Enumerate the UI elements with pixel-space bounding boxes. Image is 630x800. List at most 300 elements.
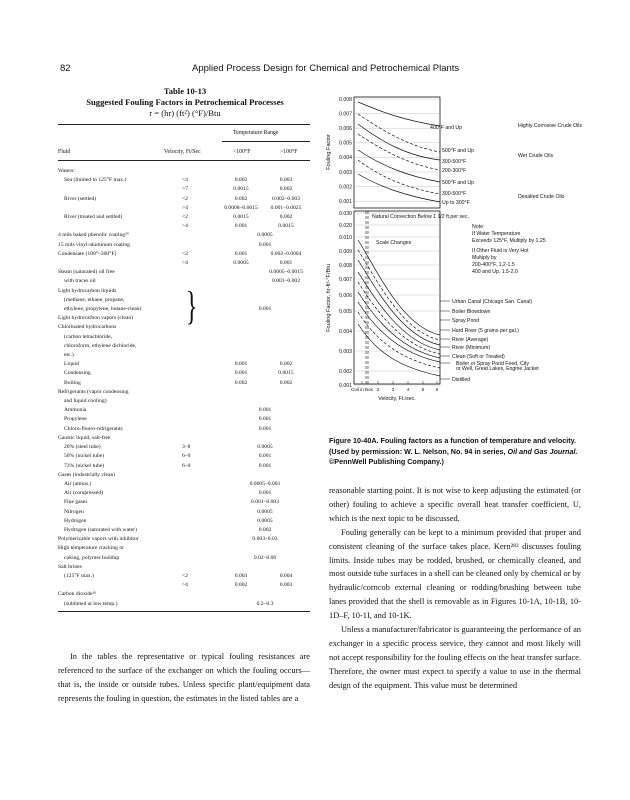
table-row — [58, 535, 310, 544]
cell-velocity — [182, 590, 220, 599]
table-row — [58, 296, 310, 305]
lower-y-tick-label: 0.007 — [339, 276, 352, 283]
upper-curve-label: 400°F and Up — [430, 125, 463, 131]
upper-y-tick-label: 0.003 — [339, 169, 352, 176]
lower-curve — [358, 292, 440, 358]
cell-low-temp: 0.0008–0.0015 — [224, 204, 258, 211]
cell-low-temp — [220, 314, 262, 323]
cell-high-temp — [262, 471, 310, 480]
cell-high-temp — [262, 287, 310, 296]
cell-fluid: Salt brines — [58, 563, 82, 570]
scale-changes-label: Scale Changes — [376, 240, 412, 246]
upper-curve — [358, 134, 440, 170]
table-bottom-rule — [58, 611, 310, 612]
cell-low-temp — [220, 268, 262, 277]
table-row — [58, 508, 310, 517]
cell-high-temp — [262, 388, 310, 397]
cell-fluid: Polymerizable vapors with inhibitor — [58, 536, 139, 543]
cell-high-temp: 0.002 — [279, 186, 293, 193]
table-row — [58, 213, 310, 222]
cell-fluid: (methane, ethane, propane, — [64, 296, 125, 303]
lower-curve — [358, 324, 440, 376]
cell-velocity: 6–0 — [182, 453, 191, 460]
upper-y-tick-label: 0.008 — [339, 96, 352, 103]
cell-both-temps: 0.0005 — [257, 232, 273, 239]
cell-both-temps: 0.001 — [258, 306, 272, 313]
cell-fluid: etc.) — [64, 352, 74, 359]
lower-y-axis-label: Fouling Factor, hr-ft²-°F/Btu — [326, 264, 332, 332]
lower-y-tick-label: 0.020 — [339, 222, 352, 229]
cell-low-temp: 0.0015 — [233, 214, 249, 221]
right-paragraph-3: Unless a manufacturer/fabricator is guaranteeing the performance of an exchanger in a specific process service, they cannot and most likely will not accept responsibility for the fouling effects on the heat transfer surface. Therefore, the owner must expect to specify a value to use in the thermal design of the equipment. This value must be determined — [329, 625, 581, 690]
cell-low-temp — [220, 167, 262, 176]
cell-velocity: >4 — [182, 582, 188, 589]
table-row — [58, 167, 310, 176]
group-label: Wet Crude Oils — [518, 153, 554, 159]
table-row — [58, 333, 310, 342]
upper-curve — [358, 124, 440, 160]
cell-low-temp — [220, 471, 262, 480]
lower-curve-label-cont: or Well, Great Lakes, Engine Jacket — [456, 366, 539, 372]
cell-fluid — [58, 204, 182, 213]
upper-y-tick-label: 0.002 — [339, 184, 352, 191]
cell-high-temp — [262, 544, 310, 553]
cell-high-temp — [262, 296, 310, 305]
cell-fluid: (125°F max.) — [64, 572, 94, 579]
group-label: Desalted Crude Oils — [518, 194, 565, 200]
cell-fluid: Hydrogen (saturated with water) — [64, 526, 137, 533]
cell-low-temp: 0.0005 — [233, 260, 249, 267]
note-line: Exceeds 125°F, Multiply by 1.25 — [472, 238, 546, 244]
cell-fluid: Chlorinated hydrocarbons — [58, 324, 117, 331]
lower-y-tick-label: 0.030 — [339, 210, 352, 217]
cell-fluid: Waters: — [58, 168, 75, 174]
table-row — [58, 231, 310, 240]
caption-main: Figure 10-40A. Fouling factors as a function of temperature and velocity. (Used by permission: W. L. Nelson, No. 94 in series, — [329, 436, 577, 456]
cell-fluid — [58, 185, 182, 194]
cell-velocity — [182, 268, 220, 277]
cell-fluid: Air (atmos.) — [64, 480, 92, 487]
upper-curve — [358, 160, 440, 194]
upper-curve — [358, 174, 440, 202]
cell-fluid: Boiling — [64, 379, 81, 386]
cell-velocity — [182, 241, 220, 250]
table-row — [58, 498, 310, 507]
table-title-block — [60, 86, 310, 119]
table-row — [58, 176, 310, 185]
cell-velocity — [182, 231, 220, 240]
cell-fluid: Gases (industrially clean) — [58, 471, 116, 478]
cell-both-temps: 0.001–0.003 — [251, 499, 279, 506]
table-row — [58, 397, 310, 406]
cell-both-temps: 0.0005–0.001 — [249, 480, 281, 487]
cell-velocity: <4 — [182, 177, 188, 184]
cell-high-temp: 0.002–0.0004 — [270, 250, 302, 257]
cell-both-temps: 0.001 — [258, 416, 272, 423]
lower-y-tick-label: 0.002 — [339, 368, 352, 375]
cell-fluid: Condensate (100°–300°F) — [58, 250, 117, 257]
table-row — [58, 563, 310, 572]
cell-high-temp — [262, 323, 310, 332]
cell-both-temps: 0.0005 — [257, 444, 273, 451]
table-row — [58, 590, 310, 599]
upper-curve — [358, 150, 440, 182]
cell-velocity — [182, 434, 220, 443]
table-row — [58, 554, 310, 563]
x-tick-label: Coil in Box — [351, 387, 373, 392]
table-row — [58, 360, 310, 369]
cell-high-temp: 0.0015 — [278, 223, 294, 230]
table-header-rule — [58, 160, 310, 161]
upper-y-tick-label: 0.006 — [339, 126, 352, 132]
cell-fluid — [58, 581, 182, 590]
cell-both-temps: 0.003–0.03 — [252, 536, 278, 543]
lower-curve — [358, 240, 440, 335]
cell-velocity — [182, 498, 220, 507]
cell-fluid: with traces oil — [64, 278, 96, 285]
cell-fluid: ethylene, propylene, butane-clean) — [64, 306, 142, 313]
cell-velocity — [182, 563, 220, 572]
cell-velocity: <2 — [182, 214, 188, 221]
lower-curve-label: Distilled — [452, 377, 471, 383]
cell-low-temp: 0.002 — [234, 177, 248, 184]
cell-velocity: <2 — [182, 195, 188, 202]
upper-curve-label: 300-500°F — [442, 159, 467, 165]
cell-fluid: 4 mils baked phenolic coating²⁹ — [58, 232, 129, 239]
cell-high-temp — [262, 563, 310, 572]
cell-fluid: Carbon dioxide²⁶ — [58, 591, 97, 598]
cell-fluid — [58, 222, 182, 231]
cell-velocity — [182, 360, 220, 369]
cell-both-temps: 0.001 — [258, 407, 272, 414]
lower-curve-label: Spray Pond — [452, 318, 480, 324]
table-row — [58, 443, 310, 452]
cell-high-temp: 0.001 — [279, 260, 293, 267]
cell-velocity: >4 — [182, 260, 188, 267]
cell-low-temp: 0.001 — [234, 370, 248, 377]
cell-low-temp — [220, 342, 262, 351]
cell-both-temps: 0.2–0.3 — [256, 600, 274, 607]
cell-fluid: River (treated and settled) — [64, 214, 123, 221]
cell-fluid: Flue gases — [64, 499, 88, 506]
cell-velocity — [182, 508, 220, 517]
cell-low-temp — [220, 563, 262, 572]
cell-low-temp: 0.002 — [234, 195, 248, 202]
table-row — [58, 526, 310, 535]
cell-fluid: High temperature cracking or — [58, 545, 125, 552]
cell-both-temps: 0.001 — [258, 490, 272, 497]
table-row — [58, 369, 310, 378]
hydrocarbon-brace: } — [185, 283, 198, 328]
cell-velocity — [182, 554, 220, 563]
cell-both-temps: 0.02–0.06 — [253, 554, 277, 561]
table-row — [58, 204, 310, 213]
note-line: 400 and Up, 1.5-2.0 — [472, 269, 518, 275]
table-row — [58, 259, 310, 268]
cell-velocity — [182, 369, 220, 378]
table-row — [58, 388, 310, 397]
cell-fluid: chloroform, ethylene dichloride, — [64, 342, 137, 349]
table-row — [58, 489, 310, 498]
lower-y-tick-label: 0.003 — [339, 348, 352, 355]
lower-curve-label: Clean (Soft or Treated) — [452, 354, 505, 360]
table-top-rule — [58, 124, 310, 125]
lower-y-tick-label: 0.004 — [339, 328, 352, 335]
page-number: 82 — [60, 63, 71, 74]
upper-y-tick-label: 0.001 — [339, 199, 352, 205]
natural-convection-label: Natural Convection Below 1 1/2 ft.per sec. — [372, 214, 469, 220]
cell-low-temp — [220, 397, 262, 406]
cell-velocity — [182, 480, 220, 489]
cell-low-temp: 0.001 — [234, 361, 248, 368]
cell-velocity: 6–0 — [182, 462, 191, 469]
table-row — [58, 287, 310, 296]
cell-fluid: Propylene — [64, 416, 87, 423]
cell-fluid: Ammonia — [64, 407, 87, 414]
cell-velocity — [182, 415, 220, 424]
cell-velocity — [182, 526, 220, 535]
cell-fluid: (carbon tetrachloride, — [64, 333, 113, 340]
x-tick-label: 4 — [406, 387, 410, 392]
table-row — [58, 305, 310, 314]
cell-both-temps: 0.002 — [258, 526, 272, 533]
cell-low-temp — [220, 351, 262, 360]
table-span-rule — [222, 141, 310, 142]
cell-fluid: Light hydrocarbon liquids — [58, 287, 117, 294]
lower-curve-label: Boiler or Spray Pond Feed, City — [456, 361, 529, 367]
cell-fluid: 20% (steel tube) — [64, 444, 101, 451]
cell-fluid: (sublimed at low temp.) — [64, 600, 118, 607]
cell-both-temps: 0.001 — [258, 462, 272, 469]
upper-curve — [358, 102, 440, 126]
running-title: Applied Process Design for Chemical and Petrochemical Plants — [192, 63, 460, 74]
lower-y-tick-label: 0.010 — [339, 234, 352, 241]
upper-y-axis-label: Fouling Factor — [326, 134, 332, 170]
cell-fluid: Refrigerants (vapor condensing — [58, 388, 129, 395]
upper-y-tick-label: 0.004 — [339, 155, 352, 162]
cell-high-temp — [262, 333, 310, 342]
table-row — [58, 462, 310, 471]
table-row — [58, 185, 310, 194]
cell-fluid: and liquid cooling) — [64, 398, 107, 405]
upper-y-tick-label: 0.007 — [339, 111, 352, 118]
right-paragraph-2: Fouling generally can be kept to a minimum provided that proper and consistent cleaning of the surface takes place. Kern²⁸² discusses fouling limits. Inside tubes may be rodded, brushed, or chemically cleaned, and most outside tube surfaces in a shell can be cleaned only by chemical or by hydraulic/corncob external cleaning or rodding/brushing between tube lanes provided that the shell is removable as in Figures 10-1A, 10-1B, 10-1D–F, 10-1I, and 10-1K. — [329, 527, 581, 621]
cell-fluid: 15 mils vinyl-aluminum coating — [58, 241, 130, 248]
cell-high-temp: 0.004 — [279, 572, 293, 579]
cell-fluid: Liquid — [64, 361, 79, 368]
table-title: Suggested Fouling Factors in Petrochemical Processes — [86, 97, 284, 107]
cell-fluid — [58, 259, 182, 268]
cell-low-temp: 0.0015 — [233, 186, 249, 193]
x-tick-label: 3 — [391, 387, 395, 392]
cell-both-temps: 0.0005 — [257, 517, 273, 524]
cell-velocity: <2 — [182, 250, 188, 257]
cell-high-temp — [262, 590, 310, 599]
lower-curve — [358, 260, 440, 345]
cell-high-temp — [262, 342, 310, 351]
table-row — [58, 415, 310, 424]
cell-velocity — [182, 342, 220, 351]
cell-high-temp — [262, 351, 310, 360]
col-low-temp: <100°F — [233, 149, 251, 155]
cell-low-temp: 0.003 — [234, 572, 248, 579]
table-row — [58, 342, 310, 351]
caption-journal: Oil and Gas Journal. — [507, 446, 578, 456]
cell-velocity — [182, 425, 220, 434]
cell-high-temp: 0.001–0.0025 — [270, 204, 302, 211]
upper-curve-label: Up to 300°F — [442, 200, 470, 206]
cell-velocity — [182, 351, 220, 360]
table-row — [58, 195, 310, 204]
note-line: Note: — [472, 224, 485, 230]
cell-velocity — [182, 333, 220, 342]
lower-curve-label: Urban Canal (Chicago San. Canal) — [452, 299, 533, 305]
lower-y-tick-label: 0.009 — [339, 248, 352, 255]
upper-curve-label: 500°F and Up — [442, 180, 475, 186]
cell-velocity — [182, 397, 220, 406]
table-row — [58, 277, 310, 286]
cell-fluid: Hydrogen — [64, 517, 87, 524]
col-velocity: Velocity, Ft/Sec — [164, 149, 201, 155]
cell-velocity: 3–8 — [182, 444, 191, 451]
cell-fluid: Condensing — [64, 370, 91, 377]
lower-y-tick-label: 0.006 — [339, 292, 352, 299]
lower-y-tick-label: 0.001 — [339, 382, 352, 389]
cell-high-temp: 0.002 — [279, 361, 293, 368]
table-row — [58, 241, 310, 250]
cell-low-temp — [220, 590, 262, 599]
cell-low-temp: 0.001 — [234, 250, 248, 257]
cell-fluid: 50% (nickel tube) — [64, 453, 105, 460]
figure-caption — [329, 436, 581, 468]
cell-high-temp: 0.001–0.002 — [272, 278, 300, 285]
cell-high-temp — [262, 167, 310, 176]
table-row — [58, 480, 310, 489]
cell-high-temp: 0.003 — [279, 582, 293, 589]
table-row — [58, 581, 310, 590]
fouling-factor-table — [58, 167, 310, 609]
cell-velocity: <2 — [182, 572, 188, 579]
note-line: If Other Fluid is Very Hot — [472, 248, 529, 254]
upper-curve-label: 500°F and Up — [442, 148, 475, 154]
upper-curve-label: 300-500°F — [442, 191, 467, 197]
cell-velocity — [182, 167, 220, 176]
cell-velocity — [182, 471, 220, 480]
table-row — [58, 517, 310, 526]
table-span-header: Temperature Range — [233, 130, 279, 136]
cell-both-temps: 0.001 — [258, 425, 272, 432]
right-column — [329, 484, 581, 693]
x-tick-label: 6 — [435, 387, 439, 392]
table-row — [58, 379, 310, 388]
cell-both-temps: 0.001 — [258, 241, 272, 248]
cell-high-temp: 0.003 — [279, 177, 293, 184]
cell-fluid: 73% (nickel tube) — [64, 462, 105, 469]
lower-curve-label: River (Minimum) — [452, 345, 491, 351]
cell-high-temp: 0.002–0.003 — [272, 195, 300, 202]
cell-velocity — [182, 388, 220, 397]
lower-curve-label: Boiler Blowdown — [452, 309, 491, 315]
cell-low-temp: 0.002 — [234, 582, 248, 589]
cell-high-temp: 0.002 — [279, 214, 293, 221]
cell-low-temp — [220, 296, 262, 305]
cell-velocity: >7 — [182, 186, 188, 193]
note-line: If Water Temperature — [472, 231, 521, 237]
table-row — [58, 544, 310, 553]
cell-velocity — [182, 535, 220, 544]
cell-low-temp — [220, 287, 262, 296]
lower-curve-label: Hard River (5 grains per gal.) — [452, 328, 519, 334]
x-tick-label: 5 — [421, 387, 425, 392]
cell-fluid: coking, polymer buildup — [64, 554, 120, 561]
table-row — [58, 351, 310, 360]
table-row — [58, 572, 310, 581]
cell-fluid: Air (compressed) — [64, 490, 103, 497]
cell-fluid: Chloro-fluoro-refrigerants — [64, 425, 123, 432]
cell-low-temp — [220, 544, 262, 553]
cell-both-temps: 0.0005 — [257, 508, 273, 515]
table-number: Table 10-13 — [163, 86, 207, 96]
lower-y-tick-label: 0.008 — [339, 262, 352, 269]
table-row — [58, 406, 310, 415]
cell-low-temp: 0.002 — [234, 379, 248, 386]
table-row — [58, 600, 310, 609]
group-label: Highly Corrosive Crude Oils — [518, 123, 582, 129]
col-high-temp: >100°F — [280, 149, 298, 155]
cell-velocity: >4 — [182, 223, 188, 230]
cell-velocity — [182, 489, 220, 498]
cell-low-temp — [220, 333, 262, 342]
cell-high-temp: 0.0005–0.0015 — [269, 269, 303, 276]
cell-velocity — [182, 517, 220, 526]
table-row — [58, 222, 310, 231]
x-tick-label: 2 — [376, 387, 380, 392]
table-row — [58, 471, 310, 480]
cell-low-temp — [220, 434, 262, 443]
table-row — [58, 425, 310, 434]
table-row — [58, 268, 310, 277]
table-row — [58, 323, 310, 332]
lower-y-tick-label: 0.005 — [339, 308, 352, 315]
cell-fluid: Caustic liquid, salt-free — [58, 434, 111, 441]
cell-fluid: Light hydrocarbon vapors (clean) — [58, 315, 134, 322]
table-units: r = (hr) (ft²) (°F)/Btu — [149, 108, 221, 118]
cell-high-temp: 0.002 — [279, 379, 293, 386]
cell-fluid: River (settled) — [64, 195, 97, 202]
cell-high-temp — [262, 314, 310, 323]
upper-curve-label: 200-300°F — [442, 168, 467, 174]
cell-low-temp — [220, 277, 262, 286]
cell-velocity — [182, 600, 220, 609]
lower-curve — [358, 282, 440, 354]
table-row — [58, 314, 310, 323]
cell-high-temp: 0.0015 — [278, 370, 294, 377]
table-row — [58, 250, 310, 259]
upper-y-tick-label: 0.005 — [339, 140, 352, 147]
cell-velocity — [182, 379, 220, 388]
cell-high-temp — [262, 397, 310, 406]
caption-copyright: ©PennWell Publishing Company.) — [329, 457, 444, 466]
note-line: 200-400°F, 1.2-1.5 — [472, 262, 515, 268]
cell-fluid: Steam (saturated) oil free — [58, 269, 115, 276]
table-row — [58, 434, 310, 443]
cell-low-temp: 0.001 — [234, 223, 248, 230]
cell-low-temp — [220, 323, 262, 332]
cell-velocity — [182, 406, 220, 415]
x-axis-label: Velocity, Ft./sec. — [378, 396, 416, 402]
cell-low-temp — [220, 388, 262, 397]
lower-curve-label: River (Average) — [452, 337, 489, 343]
